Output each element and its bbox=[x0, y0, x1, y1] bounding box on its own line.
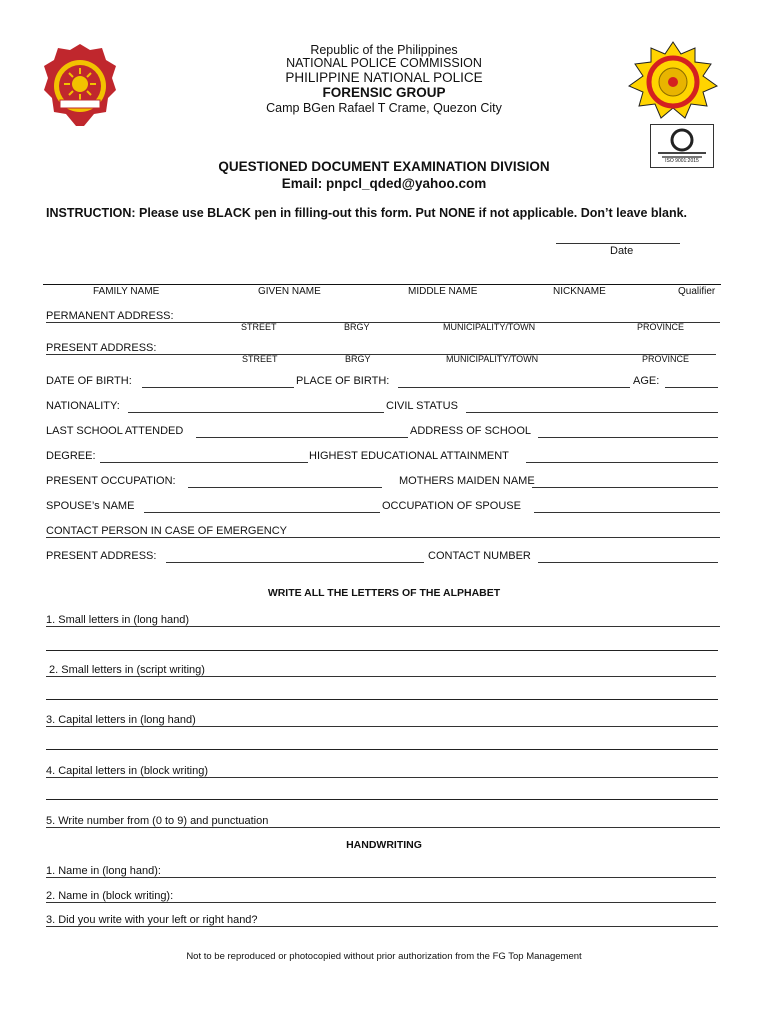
header-napolcom: NATIONAL POLICE COMMISSION bbox=[286, 56, 482, 70]
alphabet-item-2-field[interactable] bbox=[46, 664, 720, 680]
date-line[interactable] bbox=[556, 243, 680, 244]
school-address-input[interactable] bbox=[538, 437, 718, 438]
occupation-input[interactable] bbox=[188, 487, 382, 488]
mothers-maiden-input[interactable] bbox=[532, 487, 718, 488]
alphabet-item-2-extra-line[interactable] bbox=[46, 699, 718, 700]
alphabet-item-2-label: 2. Small letters in (script writing) bbox=[46, 664, 205, 676]
perm-street-label: STREET bbox=[241, 322, 277, 332]
contact-number-input[interactable] bbox=[538, 562, 718, 563]
spouse-input[interactable] bbox=[144, 512, 380, 513]
civil-status-input[interactable] bbox=[466, 412, 718, 413]
permanent-address-field[interactable] bbox=[46, 310, 720, 326]
permanent-address-label: PERMANENT ADDRESS: bbox=[46, 310, 174, 322]
degree-label: DEGREE: bbox=[46, 450, 96, 462]
age-label: AGE: bbox=[633, 375, 660, 387]
qualifier-label: Qualifier bbox=[678, 286, 716, 297]
dob-input[interactable] bbox=[142, 387, 294, 388]
footer-note: Not to be reproduced or photocopied without prior authorization from the FG Top Management bbox=[186, 951, 582, 962]
handwriting-item-1-field[interactable] bbox=[46, 865, 720, 881]
spouse-occupation-input[interactable] bbox=[534, 512, 720, 513]
nationality-input[interactable] bbox=[128, 412, 384, 413]
alphabet-item-4-field[interactable] bbox=[46, 765, 720, 781]
contact-address-input[interactable] bbox=[166, 562, 424, 563]
perm-brgy-label: BRGY bbox=[344, 322, 370, 332]
pob-label: PLACE OF BIRTH: bbox=[296, 375, 390, 387]
date-label: Date bbox=[610, 245, 634, 257]
mothers-maiden-label: MOTHERS MAIDEN NAME bbox=[399, 475, 535, 487]
pres-province-label: PROVINCE bbox=[642, 354, 690, 364]
given-name-label: GIVEN NAME bbox=[258, 286, 321, 297]
cert-text: ISO 9001:2015 bbox=[665, 158, 699, 164]
school-address-label: ADDRESS OF SCHOOL bbox=[410, 425, 532, 437]
alphabet-item-5-label: 5. Write number from (0 to 9) and punctuation bbox=[46, 815, 269, 827]
alphabet-item-4-extra-line[interactable] bbox=[46, 799, 718, 800]
family-name-label: FAMILY NAME bbox=[93, 286, 160, 297]
highest-education-input[interactable] bbox=[526, 462, 718, 463]
header-pnp: PHILIPPINE NATIONAL POLICE bbox=[285, 70, 483, 85]
last-school-label: LAST SCHOOL ATTENDED bbox=[46, 425, 184, 437]
spouse-occupation-label: OCCUPATION OF SPOUSE bbox=[382, 500, 521, 512]
contact-number-label: CONTACT NUMBER bbox=[428, 550, 531, 562]
division-title: QUESTIONED DOCUMENT EXAMINATION DIVISION bbox=[218, 159, 550, 174]
present-address-label: PRESENT ADDRESS: bbox=[46, 342, 157, 354]
alphabet-title: WRITE ALL THE LETTERS OF THE ALPHABET bbox=[267, 587, 501, 599]
contact-person-label: CONTACT PERSON IN CASE OF EMERGENCY bbox=[46, 525, 288, 537]
contact-address-label: PRESENT ADDRESS: bbox=[46, 550, 157, 562]
name-line[interactable] bbox=[43, 284, 721, 285]
age-input[interactable] bbox=[665, 387, 718, 388]
header-address: Camp BGen Rafael T Crame, Quezon City bbox=[266, 101, 502, 115]
civil-status-label: CIVIL STATUS bbox=[386, 400, 458, 412]
contact-person-field[interactable] bbox=[46, 525, 720, 541]
highest-education-label: HIGHEST EDUCATIONAL ATTAINMENT bbox=[309, 450, 509, 462]
spouse-label: SPOUSE’s NAME bbox=[46, 500, 135, 512]
handwriting-item-3-label: 3. Did you write with your left or right hand? bbox=[46, 914, 258, 926]
last-school-input[interactable] bbox=[196, 437, 408, 438]
degree-input[interactable] bbox=[100, 462, 308, 463]
instruction-text: INSTRUCTION: Please use BLACK pen in filling-out this form. Put NONE if not applicable. Don’t leave blank. bbox=[46, 206, 688, 220]
occupation-label: PRESENT OCCUPATION: bbox=[46, 475, 176, 487]
nickname-label: NICKNAME bbox=[553, 286, 606, 297]
header-forensic-group: FORENSIC GROUP bbox=[322, 85, 446, 100]
dob-label: DATE OF BIRTH: bbox=[46, 375, 132, 387]
alphabet-item-3-label: 3. Capital letters in (long hand) bbox=[46, 714, 196, 726]
pres-street-label: STREET bbox=[242, 354, 278, 364]
middle-name-label: MIDDLE NAME bbox=[408, 286, 478, 297]
handwriting-item-1-label: 1. Name in (long hand): bbox=[46, 865, 161, 877]
nationality-label: NATIONALITY: bbox=[46, 400, 120, 412]
perm-municipality-label: MUNICIPALITY/TOWN bbox=[443, 322, 536, 332]
header-republic: Republic of the Philippines bbox=[310, 43, 458, 57]
alphabet-item-3-extra-line[interactable] bbox=[46, 749, 718, 750]
pob-input[interactable] bbox=[398, 387, 630, 388]
handwriting-item-2-field[interactable] bbox=[46, 890, 720, 906]
pres-municipality-label: MUNICIPALITY/TOWN bbox=[446, 354, 539, 364]
alphabet-item-1-extra-line[interactable] bbox=[46, 650, 718, 651]
handwriting-item-3-field[interactable] bbox=[46, 914, 720, 930]
alphabet-item-1-field[interactable] bbox=[46, 614, 720, 630]
alphabet-item-3-field[interactable] bbox=[46, 714, 720, 730]
division-email: Email: pnpcl_qded@yahoo.com bbox=[281, 176, 487, 191]
alphabet-item-1-label: 1. Small letters in (long hand) bbox=[46, 614, 190, 626]
alphabet-item-5-field[interactable] bbox=[46, 815, 720, 831]
perm-province-label: PROVINCE bbox=[637, 322, 685, 332]
alphabet-item-4-label: 4. Capital letters in (block writing) bbox=[46, 765, 209, 777]
handwriting-title: HANDWRITING bbox=[346, 839, 422, 851]
pres-brgy-label: BRGY bbox=[345, 354, 371, 364]
present-address-field[interactable] bbox=[46, 342, 720, 358]
handwriting-item-2-label: 2. Name in (block writing): bbox=[46, 890, 174, 902]
